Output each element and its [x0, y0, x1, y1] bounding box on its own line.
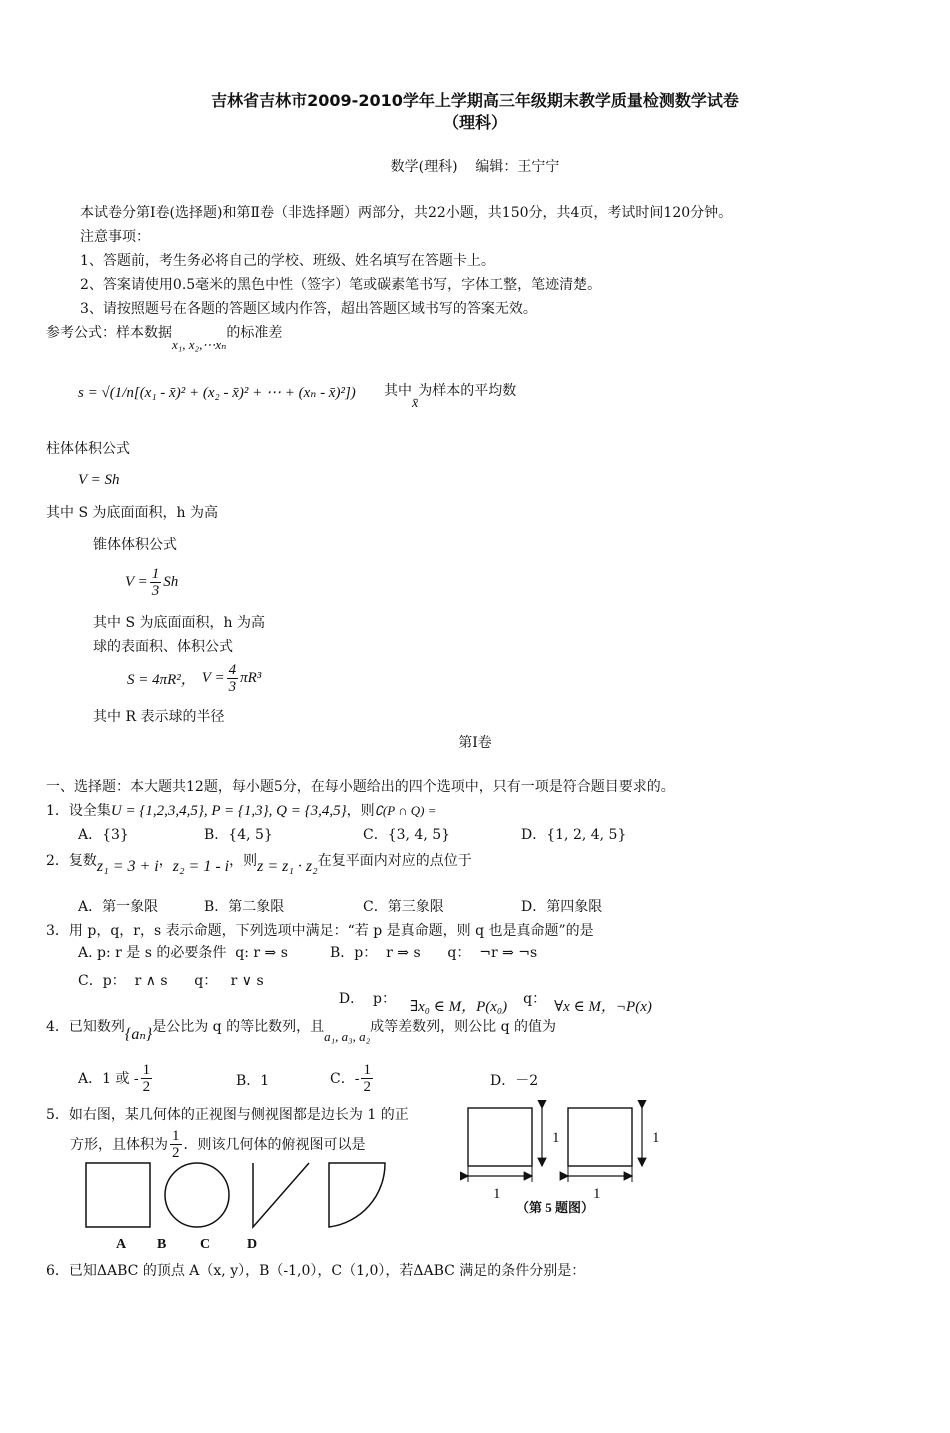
sphere-fraction — [227, 662, 239, 695]
shape-quarter-circle — [329, 1163, 385, 1227]
std-formula: s = √(1/n[(x₁ - x̄)² + (x₂ - x̄)² + ⋯ + (xₙ - x̄)²]) — [78, 385, 356, 401]
q2-option-d: D．第四象限 — [521, 899, 603, 915]
q2-mid: ，则 — [229, 853, 258, 869]
q4-seq: {aₙ} — [124, 1026, 153, 1043]
q2-sep: ， — [158, 853, 173, 869]
part1-heading: 第Ⅰ卷 — [458, 735, 492, 751]
cone-fraction — [150, 566, 162, 599]
section1-heading: 一、选择题：本大题共12题，每小题5分，在每小题给出的四个选项中，只有一项是符合题目要求的。 — [46, 779, 675, 795]
q4-c-pre: C．- — [330, 1070, 360, 1087]
q4-option-b: B．1 — [236, 1073, 270, 1089]
q5-shapes — [80, 1158, 390, 1234]
sphere-title: 球的表面积、体积公式 — [93, 639, 233, 655]
question-4 — [46, 1018, 557, 1044]
side-width-label: 1 — [593, 1186, 601, 1202]
prism-formula: V = Sh — [78, 472, 120, 488]
sphere-v-lhs: V = — [201, 670, 225, 686]
q4-option-c — [330, 1062, 375, 1095]
notice-item: 3、请按照题号在各题的答题区域内作答，超出答题区域书写的答案无效。 — [80, 301, 537, 317]
sphere-v-rhs: πR³ — [240, 670, 262, 686]
cone-title: 锥体体积公式 — [93, 537, 177, 553]
q4-c-num: 1 — [363, 1062, 371, 1078]
q1-option-b: B．{4, 5} — [204, 827, 273, 843]
q3-option-b: B．p： r ⇒ s q： ¬r ⇒ ¬s — [330, 945, 538, 961]
q4-option-a — [78, 1062, 154, 1095]
prism-note: 其中 S 为底面面积，h 为高 — [46, 505, 218, 521]
std-note-suffix: 为样本的平均数 — [418, 383, 517, 399]
notice-item: 1、答题前，考生务必将自己的学校、班级、姓名填写在答题卡上。 — [80, 253, 495, 269]
q3-option-d — [330, 972, 652, 1015]
q3-d-q: ∀x ∈ M，¬P(x) — [554, 999, 652, 1015]
q2-option-c: C．第三象限 — [363, 899, 444, 915]
q4-stem3: 成等差数列，则公比 q 的值为 — [370, 1019, 557, 1035]
q2-z1: z₁ = 3 + i — [96, 858, 159, 875]
cone-den: 3 — [151, 583, 160, 599]
q4-a-frac — [141, 1062, 153, 1095]
question-3: 3．用 p，q，r，s 表示命题，下列选项中满足：“若 p 是真命题，则 q 也是真命题”的是 — [46, 923, 594, 939]
sphere-note: 其中 R 表示球的半径 — [93, 709, 225, 725]
notice-heading: 注意事项： — [80, 229, 150, 245]
side-view-square — [568, 1108, 632, 1166]
ref-prefix: 参考公式：样本数据 — [46, 325, 172, 341]
q3-d-q-label: q： — [523, 991, 547, 1007]
paper-subtitle: （理科） — [442, 113, 507, 132]
cone-lhs: V = — [125, 574, 148, 590]
q2-option-a: A．第一象限 — [78, 899, 159, 915]
q5-views-figure — [460, 1100, 670, 1190]
intro-text: 本试卷分第Ⅰ卷(选择题)和第Ⅱ卷（非选择题）两部分，共22小题，共150分，共4页，考试时间120分钟。 — [80, 205, 733, 221]
sphere-num: 4 — [228, 662, 237, 678]
q4-c-frac — [361, 1062, 373, 1095]
figure-caption: （第 5 题图） — [516, 1200, 595, 1215]
q4-c-den: 2 — [363, 1079, 371, 1095]
q5-den: 2 — [172, 1145, 180, 1161]
cone-formula — [125, 566, 178, 599]
ref-suffix: 的标准差 — [226, 325, 283, 341]
q5-num: 1 — [172, 1128, 180, 1144]
shape-label-a: A — [116, 1237, 127, 1252]
q3-option-c: C．p： r ∧ s q： r ∨ s — [78, 973, 264, 989]
prism-title: 柱体体积公式 — [46, 441, 130, 457]
front-height-label: 1 — [552, 1130, 560, 1146]
paper-title: 吉林省吉林市2009-2010学年上学期高三年级期末教学质量检测数学试卷 — [211, 91, 739, 110]
q5-frac — [170, 1128, 182, 1161]
q1-option-d: D．{1, 2, 4, 5} — [521, 827, 627, 843]
sphere-den: 3 — [228, 679, 237, 695]
reference-formula-intro — [46, 324, 283, 352]
q2-option-b: B．第二象限 — [204, 899, 285, 915]
question-5-line2 — [70, 1128, 366, 1161]
q5-post: ．则该几何体的俯视图可以是 — [183, 1136, 366, 1153]
q2-stem: 2．复数 — [46, 853, 97, 869]
q1-option-c: C．{3, 4, 5} — [363, 827, 451, 843]
question-6: 6．已知ΔABC 的顶点 A（x, y），B（-1,0），C（1,0），若ΔABC 满足的条件分别是： — [46, 1263, 586, 1279]
q5-pre: 方形，且体积为 — [70, 1136, 168, 1153]
shape-label-b: B — [157, 1237, 167, 1252]
question-1 — [46, 802, 437, 820]
q4-stem2: 是公比为 q 的等比数列，且 — [152, 1019, 325, 1035]
std-note — [384, 382, 517, 411]
cone-note: 其中 S 为底面面积，h 为高 — [93, 615, 265, 631]
q2-z: z = z₁ · z₂ — [257, 858, 318, 875]
q2-z2: z₂ = 1 - i — [172, 858, 230, 875]
q4-stem1: 4．已知数列 — [46, 1019, 125, 1035]
shape-square — [86, 1163, 150, 1227]
shape-circle — [165, 1163, 229, 1227]
q1-stem: 1．设全集 — [46, 803, 111, 819]
cone-rhs: Sh — [163, 574, 179, 590]
q4-a-pre: A．1 或 - — [78, 1070, 139, 1087]
q3-d-label: D． p： — [338, 991, 396, 1007]
side-height-label: 1 — [652, 1130, 660, 1146]
sphere-formula — [127, 662, 261, 695]
shape-label-d: D — [247, 1237, 258, 1252]
q4-a-den: 2 — [142, 1079, 151, 1095]
q1-math: U = {1,2,3,4,5}, P = {1,3}, Q = {3,4,5} — [110, 803, 347, 819]
notice-item: 2、答案请使用0.5毫米的黑色中性（签字）笔或碳素笔书写，字体工整，笔迹清楚。 — [80, 277, 602, 293]
editor-line: 数学(理科) 编辑：王宁宁 — [390, 159, 560, 175]
sphere-surface: S = 4πR²， — [127, 672, 196, 688]
q3-option-a: A. p: r 是 s 的必要条件 q: r ⇒ s — [78, 945, 288, 961]
sample-vars: x₁, x₂,⋯xₙ — [172, 337, 227, 352]
std-note-prefix: 其中 — [384, 383, 412, 399]
front-view-square — [468, 1108, 532, 1166]
q1-tail: ，则 — [346, 803, 375, 819]
q4-a-num: 1 — [142, 1062, 151, 1078]
q2-tail: 在复平面内对应的点位于 — [317, 853, 472, 869]
question-2 — [46, 852, 472, 875]
q1-option-a: A．{3} — [78, 827, 129, 843]
q4-option-d: D．－2 — [490, 1073, 539, 1089]
front-width-label: 1 — [493, 1186, 501, 1202]
shape-label-c: C — [200, 1237, 211, 1252]
question-5-line1: 5．如右图，某几何体的正视图与侧视图都是边长为 1 的正 — [46, 1107, 409, 1123]
q1-tail-math: ∁(P ∩ Q) = — [374, 803, 437, 818]
mean-symbol: x̄ — [412, 396, 419, 411]
q4-terms: a₁, a₃, a₂ — [324, 1029, 371, 1044]
shape-triangle — [253, 1163, 309, 1227]
cone-num: 1 — [151, 566, 160, 582]
q3-d-p: ∃x₀ ∈ M，P(x₀) — [410, 999, 508, 1015]
